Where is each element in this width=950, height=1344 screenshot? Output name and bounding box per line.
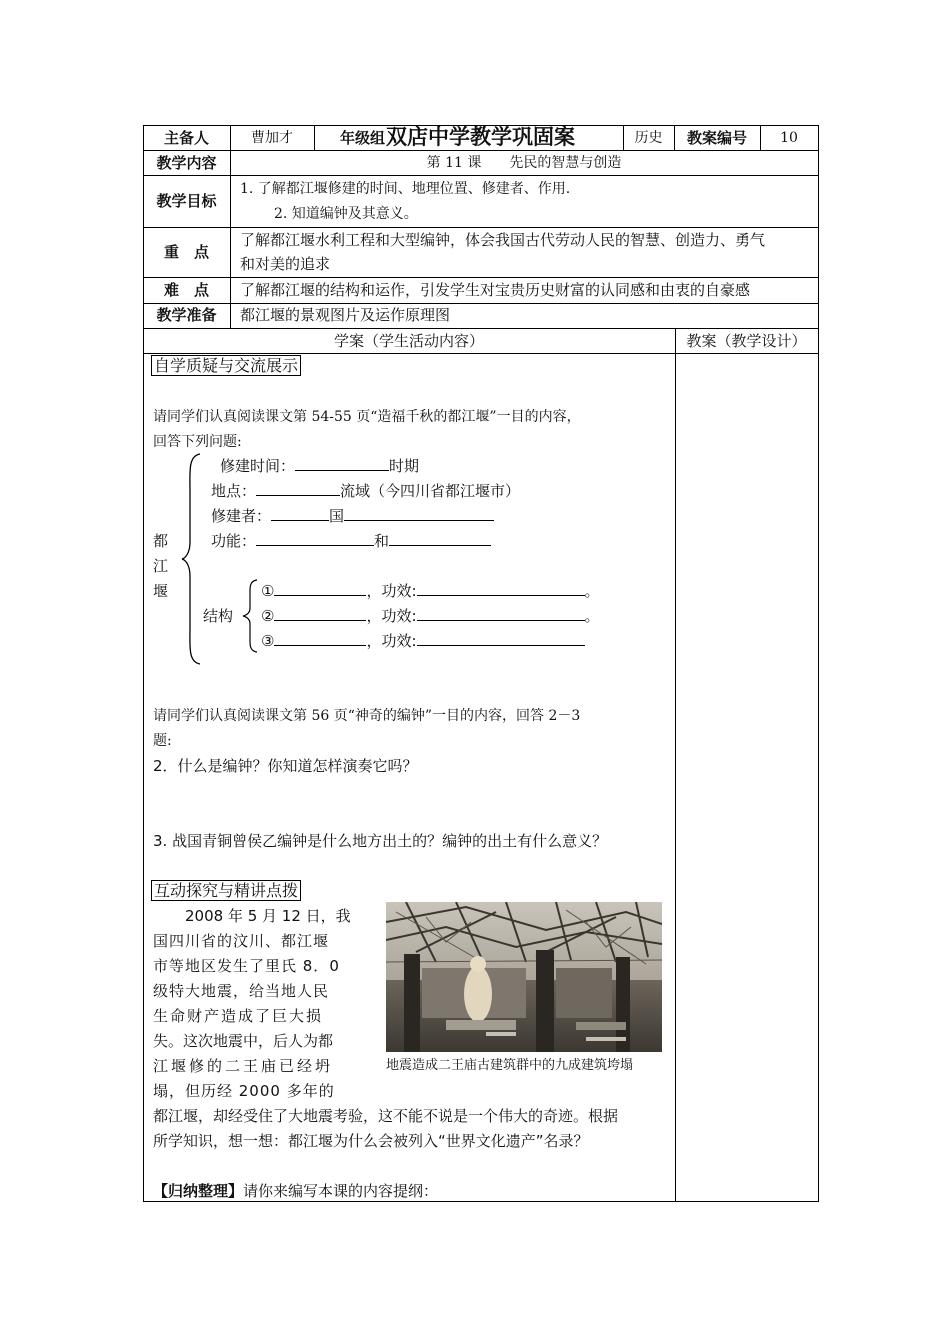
key-points-line2: 和对美的追求 [240, 255, 331, 273]
paragraph-line: 生命财产造成了巨大损 [153, 1007, 324, 1025]
goal-2: 2. 知道编钟及其意义。 [274, 206, 418, 222]
summary-text: 请你来编写本课的内容提纲： [243, 1182, 439, 1200]
paragraph-line: 江堰修的二王庙已经坍 [153, 1057, 334, 1075]
builder-row: 修建者： 国 [211, 506, 494, 526]
paragraph-line: 所学知识，想一想：都江堰为什么会被列入“世界文化遗产”名录？ [153, 1132, 589, 1150]
side-label-jiang: 江 [153, 557, 169, 575]
function-row: 功能： 和 [211, 531, 491, 551]
difficult-points: 了解都江堰的结构和运作，引发学生对宝贵历史财富的认同感和由衷的自豪感 [240, 281, 751, 299]
goal-1: 1. 了解都江堰修建的时间、地理位置、修建者、作用. [240, 181, 571, 197]
side-label-yan: 堰 [153, 582, 169, 600]
teaching-design-header: 教案（教学设计） [686, 332, 807, 350]
build-time-row: 修建时间： 时期 [220, 457, 420, 475]
side-label-du: 都 [153, 532, 169, 550]
preparer-name: 曹加才 [251, 130, 293, 146]
plan-number-label: 教案编号 [686, 129, 747, 147]
structure-item-3: ③ ，功效: [261, 631, 585, 651]
structure-label: 结构 [203, 607, 234, 625]
question-2: 2．什么是编钟？你知道怎样演奏它吗？ [153, 757, 418, 775]
earthquake-temple-photo [386, 902, 662, 1052]
goals-label: 教学目标 [156, 192, 217, 210]
preparer-label: 主备人 [163, 129, 209, 147]
lesson-title: 第 11 课 先民的智慧与创造 [426, 155, 622, 171]
section-heading-interactive: 互动探究与精讲点拨 [151, 881, 301, 901]
preparation-label: 教学准备 [156, 306, 217, 324]
plan-number: 10 [780, 130, 798, 146]
subject: 历史 [634, 130, 663, 146]
reading-instruction-1: 请同学们认真阅读课文第 54-55 页“造福千秋的都江堰”一目的内容， [153, 409, 581, 425]
preparation: 都江堰的景观图片及运作原理图 [240, 306, 451, 324]
paragraph-line: 市等地区发生了里氏 8．0 [153, 957, 340, 975]
left-brace-icon [180, 452, 204, 666]
content-label: 教学内容 [156, 154, 217, 172]
grade-label: 年级组 [340, 129, 386, 147]
paragraph-line: 国四川省的汶川、都江堰 [153, 932, 330, 950]
summary-prompt [153, 1181, 438, 1201]
summary-label: 【归纳整理】 [153, 1182, 244, 1200]
section-heading-self-study: 自学质疑与交流展示 [151, 356, 301, 376]
structure-item-1: ① ，功效: 。 [261, 582, 600, 600]
paragraph-line: 塌，但历经 2000 多年的 [153, 1082, 335, 1100]
photo-caption: 地震造成二王庙古建筑群中的九成建筑垮塌 [386, 1058, 634, 1073]
key-points-label: 重 点 [163, 243, 209, 261]
reading-instruction-2: 请同学们认真阅读课文第 56 页“神奇的编钟”一目的内容，回答 2－3 [153, 708, 581, 724]
question-3: 3. 战国青铜曾侯乙编钟是什么地方出土的？编钟的出土有什么意义？ [153, 832, 608, 850]
reading-instruction-1b: 回答下列问题: [153, 434, 242, 450]
small-brace-icon [241, 578, 261, 654]
paragraph-line: 级特大地震，给当地人民 [153, 982, 330, 1000]
key-points-line1: 了解都江堰水利工程和大型编钟，体会我国古代劳动人民的智慧、创造力、勇气 [240, 231, 766, 249]
student-activity-header: 学案（学生活动内容） [333, 332, 484, 350]
page-title: 双店中学教学巩固案 [386, 125, 575, 149]
paragraph-line: 都江堰，却经受住了大地震考验，这不能不说是一个伟大的奇迹。根据 [153, 1107, 619, 1125]
reading-instruction-2b: 题: [153, 733, 172, 749]
location-row: 地点： 流域（今四川省都江堰市） [211, 482, 521, 500]
paragraph-line: 失。这次地震中，后人为都 [153, 1032, 334, 1050]
difficult-points-label: 难 点 [163, 281, 209, 299]
paragraph-line: 2008 年 5 月 12 日，我 [185, 907, 351, 925]
structure-item-2: ② ，功效: 。 [261, 607, 600, 625]
